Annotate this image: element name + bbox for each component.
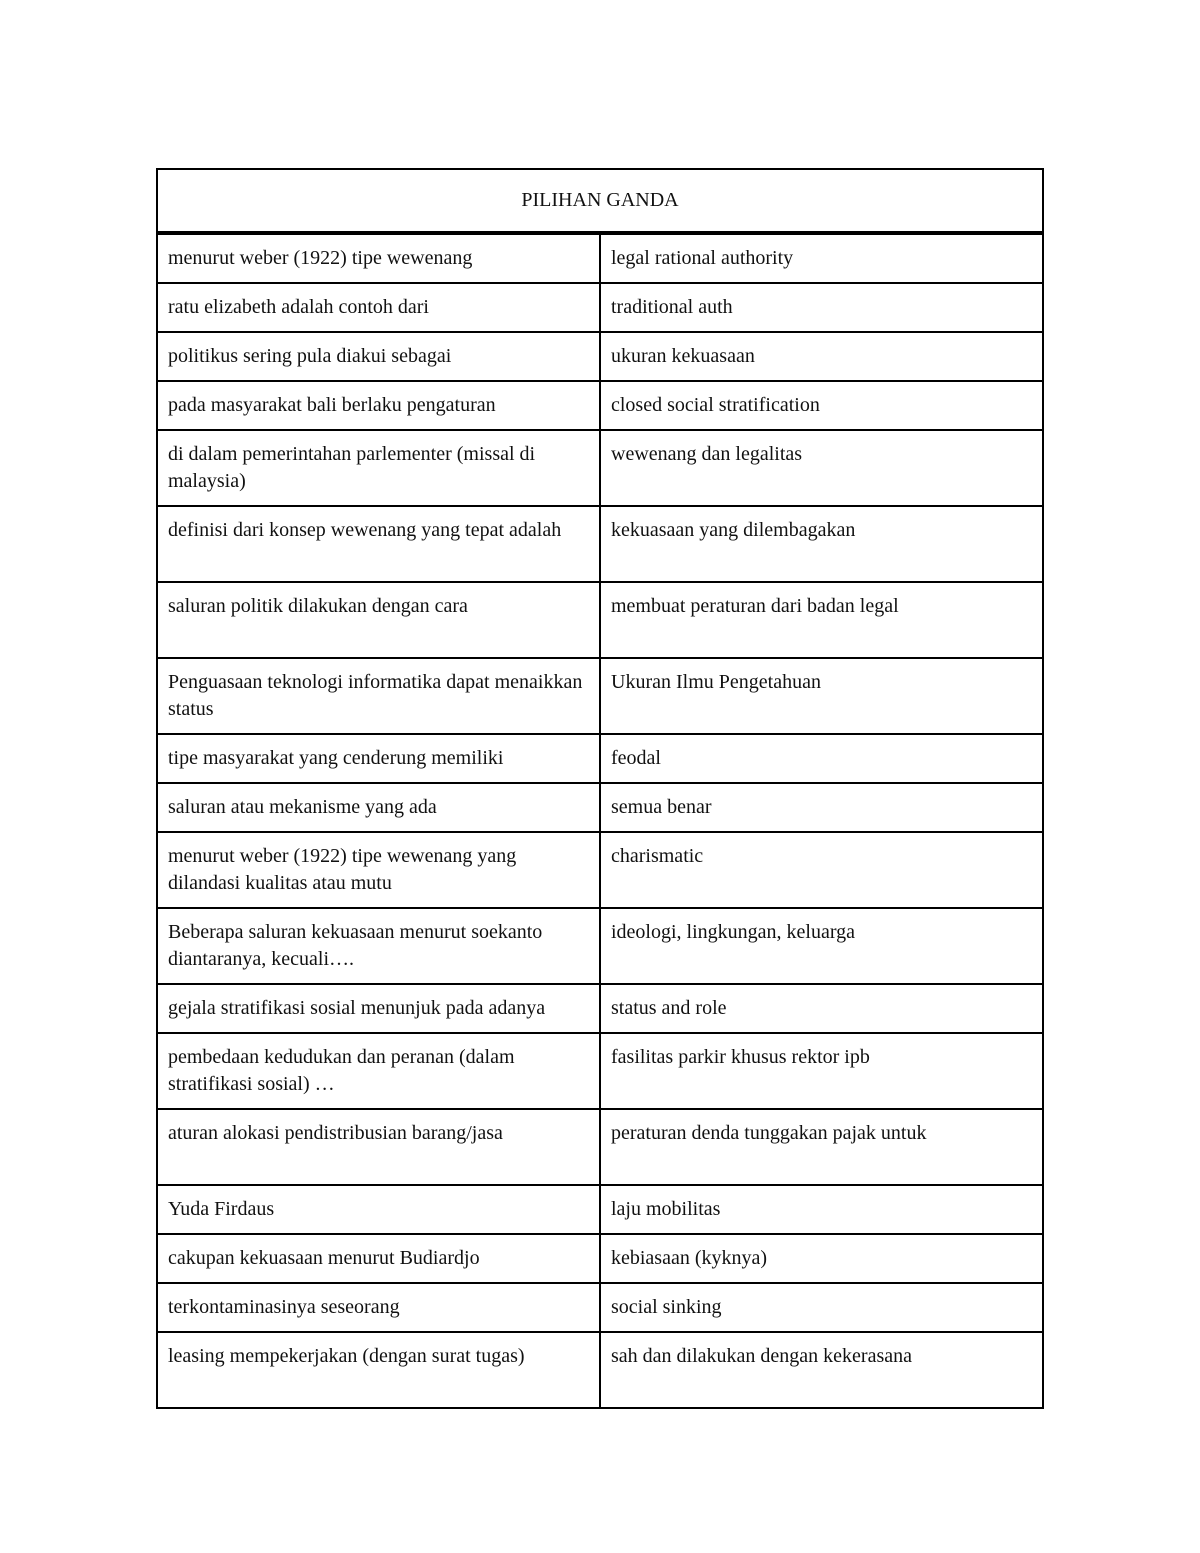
answer-cell: kebiasaan (kyknya)	[600, 1234, 1043, 1283]
table-row	[157, 984, 1043, 1033]
table-row	[157, 658, 1043, 734]
question-cell: menurut weber (1922) tipe wewenang yang dilandasi kualitas atau mutu	[157, 832, 600, 908]
question-cell: Beberapa saluran kekuasaan menurut soekanto diantaranya, kecuali….	[157, 908, 600, 984]
question-cell: leasing mempekerjakan (dengan surat tugas)	[157, 1332, 600, 1408]
table-row	[157, 1033, 1043, 1109]
question-cell: Penguasaan teknologi informatika dapat menaikkan status	[157, 658, 600, 734]
table-row	[157, 381, 1043, 430]
table-row	[157, 832, 1043, 908]
question-cell: saluran politik dilakukan dengan cara	[157, 582, 600, 658]
answer-cell: ukuran kekuasaan	[600, 332, 1043, 381]
question-cell: di dalam pemerintahan parlementer (missal di malaysia)	[157, 430, 600, 506]
question-cell: tipe masyarakat yang cenderung memiliki	[157, 734, 600, 783]
table-row	[157, 283, 1043, 332]
question-cell: gejala stratifikasi sosial menunjuk pada adanya	[157, 984, 600, 1033]
table-row	[157, 506, 1043, 582]
table-row	[157, 1234, 1043, 1283]
question-cell: saluran atau mekanisme yang ada	[157, 783, 600, 832]
answer-cell: kekuasaan yang dilembagakan	[600, 506, 1043, 582]
table-title-row	[157, 169, 1043, 233]
answer-cell: sah dan dilakukan dengan kekerasana	[600, 1332, 1043, 1408]
table-row	[157, 233, 1043, 283]
answer-cell: peraturan denda tunggakan pajak untuk	[600, 1109, 1043, 1185]
answer-cell: social sinking	[600, 1283, 1043, 1332]
answer-cell: charismatic	[600, 832, 1043, 908]
answer-cell: wewenang dan legalitas	[600, 430, 1043, 506]
answer-cell: traditional auth	[600, 283, 1043, 332]
answer-cell: fasilitas parkir khusus rektor ipb	[600, 1033, 1043, 1109]
table-row	[157, 582, 1043, 658]
table-row	[157, 1283, 1043, 1332]
table-row	[157, 908, 1043, 984]
answer-cell: laju mobilitas	[600, 1185, 1043, 1234]
answer-cell: Ukuran Ilmu Pengetahuan	[600, 658, 1043, 734]
question-cell: cakupan kekuasaan menurut Budiardjo	[157, 1234, 600, 1283]
question-cell: Yuda Firdaus	[157, 1185, 600, 1234]
question-cell: terkontaminasinya seseorang	[157, 1283, 600, 1332]
question-cell: aturan alokasi pendistribusian barang/jasa	[157, 1109, 600, 1185]
question-cell: menurut weber (1922) tipe wewenang	[157, 233, 600, 283]
question-cell: politikus sering pula diakui sebagai	[157, 332, 600, 381]
question-cell: ratu elizabeth adalah contoh dari	[157, 283, 600, 332]
table-row	[157, 1332, 1043, 1408]
table-row	[157, 332, 1043, 381]
table-row	[157, 783, 1043, 832]
question-cell: pembedaan kedudukan dan peranan (dalam stratifikasi sosial) …	[157, 1033, 600, 1109]
table-row	[157, 1185, 1043, 1234]
answer-cell: feodal	[600, 734, 1043, 783]
table-title: PILIHAN GANDA	[157, 169, 1043, 233]
question-cell: definisi dari konsep wewenang yang tepat adalah	[157, 506, 600, 582]
answer-cell: legal rational authority	[600, 233, 1043, 283]
answer-cell: membuat peraturan dari badan legal	[600, 582, 1043, 658]
answer-cell: semua benar	[600, 783, 1043, 832]
multiple-choice-table	[156, 168, 1044, 1409]
table-row	[157, 734, 1043, 783]
table-row	[157, 1109, 1043, 1185]
table-row	[157, 430, 1043, 506]
answer-cell: closed social stratification	[600, 381, 1043, 430]
answer-cell: ideologi, lingkungan, keluarga	[600, 908, 1043, 984]
answer-cell: status and role	[600, 984, 1043, 1033]
question-cell: pada masyarakat bali berlaku pengaturan	[157, 381, 600, 430]
